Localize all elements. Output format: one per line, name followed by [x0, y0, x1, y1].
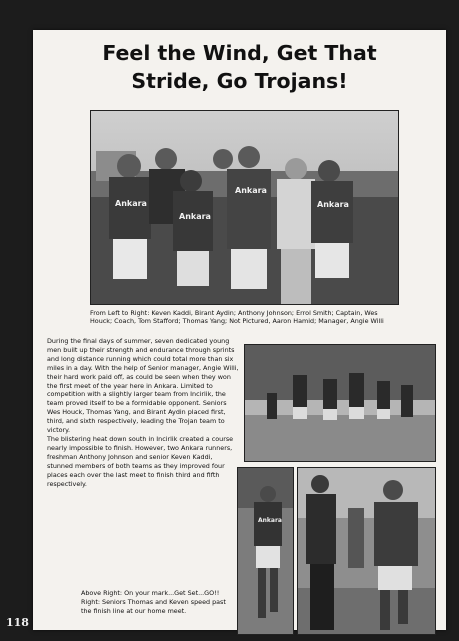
finish-photo-right — [297, 467, 436, 635]
finish-photo-right-image — [298, 468, 435, 634]
jersey-label: Ankara — [179, 212, 211, 221]
page-number: 118 — [6, 616, 29, 629]
headline-line-2: Stride, Go Trojans! — [131, 69, 348, 93]
article-paragraph: During the final days of summer, seven dedicated young men built up their strength and endurance through sprints and long distance running which could total more than six miles in a day. With the help of Senior manager, Angie Willi, their hard work paid off, as could be seen when they won the first meet of the year here in Ankara. Limited to competition with a slightly larger team from Incirlik, the team proved itself to be a formidable opponent. Seniors Wes Houck, Thomas Yang, and Birant Aydin placed first, third, and sixth respectively, leading the Trojan team to victory. — [47, 337, 239, 435]
team-photo — [90, 110, 399, 305]
race-start-photo-image — [245, 345, 435, 461]
article-body — [47, 337, 240, 488]
photo-caption-above-right: Above Right: On your mark...Get Set...GO!! — [81, 589, 220, 597]
headline — [33, 39, 446, 95]
team-caption: From Left to Right: Keven Kaddi, Birant Aydin; Anthony Johnson; Errol Smith; Captain, Wes Houck; Coach, Tom Stafford; Thomas Yang; Not Pictured, Aaron Hamid; Manager, Angie Willi — [90, 309, 384, 326]
team-photo-image — [91, 111, 398, 304]
finish-photo-left-image — [238, 468, 293, 634]
photo-caption-right: Right: Seniors Thomas and Keven speed past the finish line at our home meet. — [81, 598, 226, 615]
headline-line-1: Feel the Wind, Get That — [102, 41, 377, 65]
finish-photo-left — [237, 467, 294, 635]
photo-caption — [81, 589, 231, 616]
jersey-label: Ankara — [115, 199, 147, 208]
yearbook-page — [33, 30, 446, 630]
article-paragraph: The blistering heat down south in Incirlik created a course nearly impossible to finish. However, two Ankara runners, freshman Anthony Johnson and senior Keven Kaddi, stunned members of both teams as they improved four places each over the last meet to finish third and fifth respectively. — [47, 434, 234, 488]
race-start-photo — [244, 344, 436, 462]
jersey-label: Ankara — [317, 200, 349, 209]
jersey-label: Ankara — [235, 186, 267, 195]
jersey-label: Ankara — [258, 517, 282, 524]
